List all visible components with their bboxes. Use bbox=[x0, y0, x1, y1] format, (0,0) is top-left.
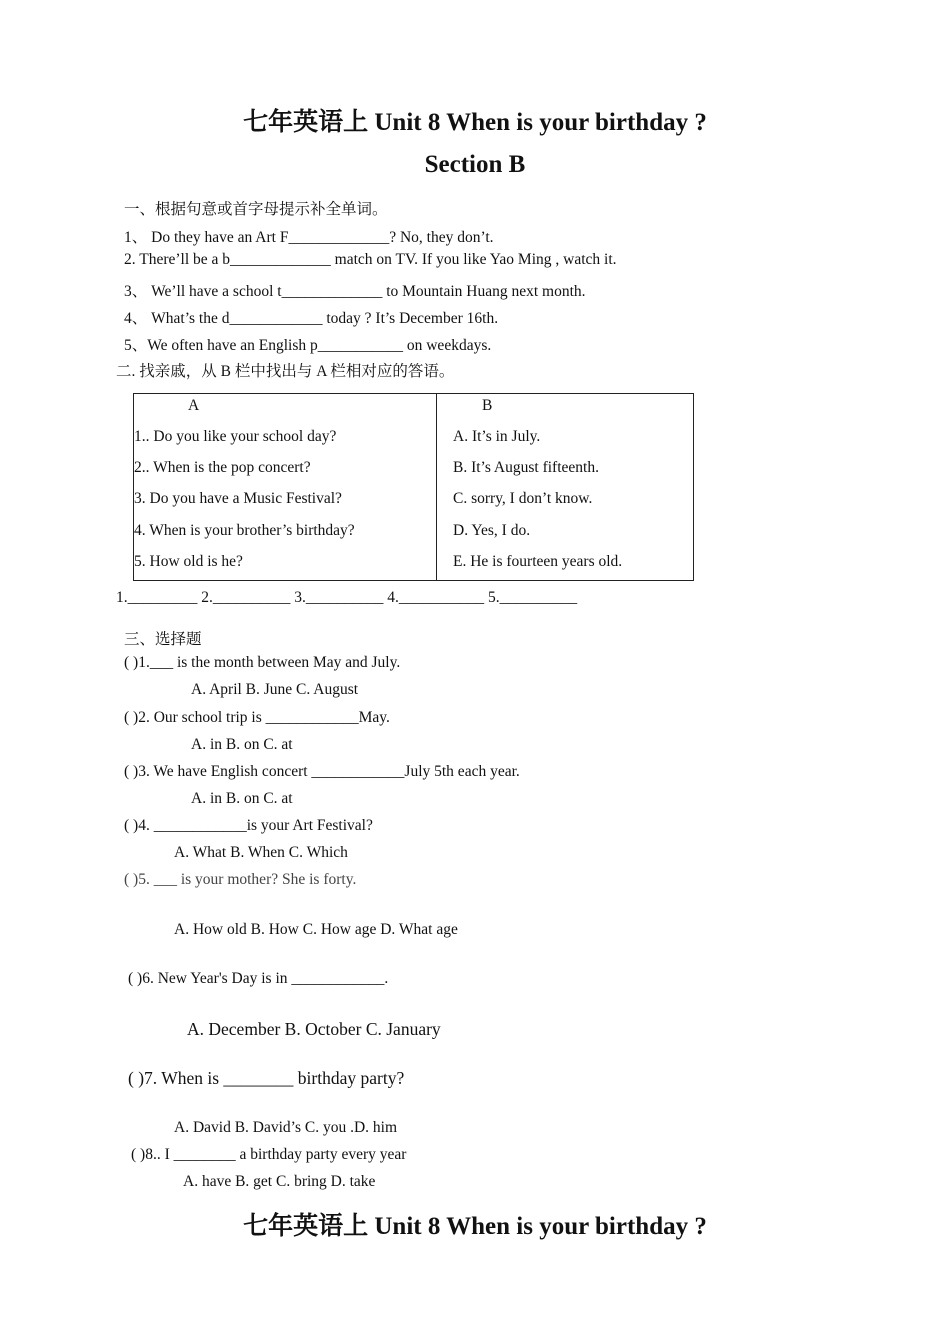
col-a-item: 2.. When is the pop concert? bbox=[134, 459, 311, 476]
page-title: 七年英语上 Unit 8 When is your birthday ? bbox=[243, 109, 707, 136]
part1-item: 1、 Do they have an Art F_____________? No, they don’t. bbox=[124, 229, 494, 246]
options: A. What B. When C. Which bbox=[174, 844, 348, 861]
part1-item: 2. There’ll be a b_____________ match on TV. If you like Yao Ming , watch it. bbox=[124, 251, 617, 268]
options: A. How old B. How C. How age D. What age bbox=[174, 921, 458, 938]
col-a-item: 1.. Do you like your school day? bbox=[134, 428, 337, 445]
col-b-header: B bbox=[482, 397, 493, 414]
options: A. in B. on C. at bbox=[191, 790, 293, 807]
question: ( )6. New Year's Day is in ____________. bbox=[128, 970, 389, 987]
part1-item: 5、We often have an English p___________ on weekdays. bbox=[124, 337, 492, 354]
question: ( )4. ____________is your Art Festival? bbox=[124, 817, 373, 834]
section-title: Section B bbox=[424, 151, 526, 178]
col-a-item: 4. When is your brother’s birthday? bbox=[134, 522, 355, 539]
part2-heading: 二. 找亲戚，从 B 栏中找出与 A 栏相对应的答语。 bbox=[116, 363, 455, 380]
table-divider bbox=[436, 394, 437, 580]
question: ( )1.___ is the month between May and July. bbox=[124, 654, 401, 671]
options: A. April B. June C. August bbox=[191, 681, 359, 698]
part1-item: 3、 We’ll have a school t_____________ to Mountain Huang next month. bbox=[124, 283, 586, 300]
col-a-header: A bbox=[188, 397, 200, 414]
col-b-item: B. It’s August fifteenth. bbox=[453, 459, 599, 476]
question: ( )3. We have English concert ____________July 5th each year. bbox=[124, 763, 520, 780]
part1-heading: 一、根据句意或首字母提示补全单词。 bbox=[124, 201, 388, 218]
col-b-item: D. Yes, I do. bbox=[453, 522, 531, 539]
footer-title: 七年英语上 Unit 8 When is your birthday ? bbox=[243, 1213, 707, 1240]
question: ( )8.. I ________ a birthday party every year bbox=[131, 1146, 407, 1163]
options: A. December B. October C. January bbox=[187, 1019, 441, 1039]
col-b-item: C. sorry, I don’t know. bbox=[453, 490, 593, 507]
options: A. have B. get C. bring D. take bbox=[183, 1173, 376, 1190]
col-b-item: E. He is fourteen years old. bbox=[453, 553, 623, 570]
col-a-item: 5. How old is he? bbox=[134, 553, 243, 570]
question: ( )7. When is ________ birthday party? bbox=[128, 1068, 405, 1088]
matching-table bbox=[133, 393, 694, 581]
question: ( )5. ___ is your mother? She is forty. bbox=[124, 871, 357, 888]
question: ( )2. Our school trip is ____________May. bbox=[124, 709, 390, 726]
part3-heading: 三、选择题 bbox=[124, 631, 202, 648]
col-a-item: 3. Do you have a Music Festival? bbox=[134, 490, 342, 507]
options: A. David B. David’s C. you .D. him bbox=[174, 1119, 398, 1136]
part1-item: 4、 What’s the d____________ today ? It’s December 16th. bbox=[124, 310, 499, 327]
options: A. in B. on C. at bbox=[191, 736, 293, 753]
answer-line: 1._________ 2.__________ 3.__________ 4.___________ 5.__________ bbox=[116, 589, 578, 606]
col-b-item: A. It’s in July. bbox=[453, 428, 541, 445]
